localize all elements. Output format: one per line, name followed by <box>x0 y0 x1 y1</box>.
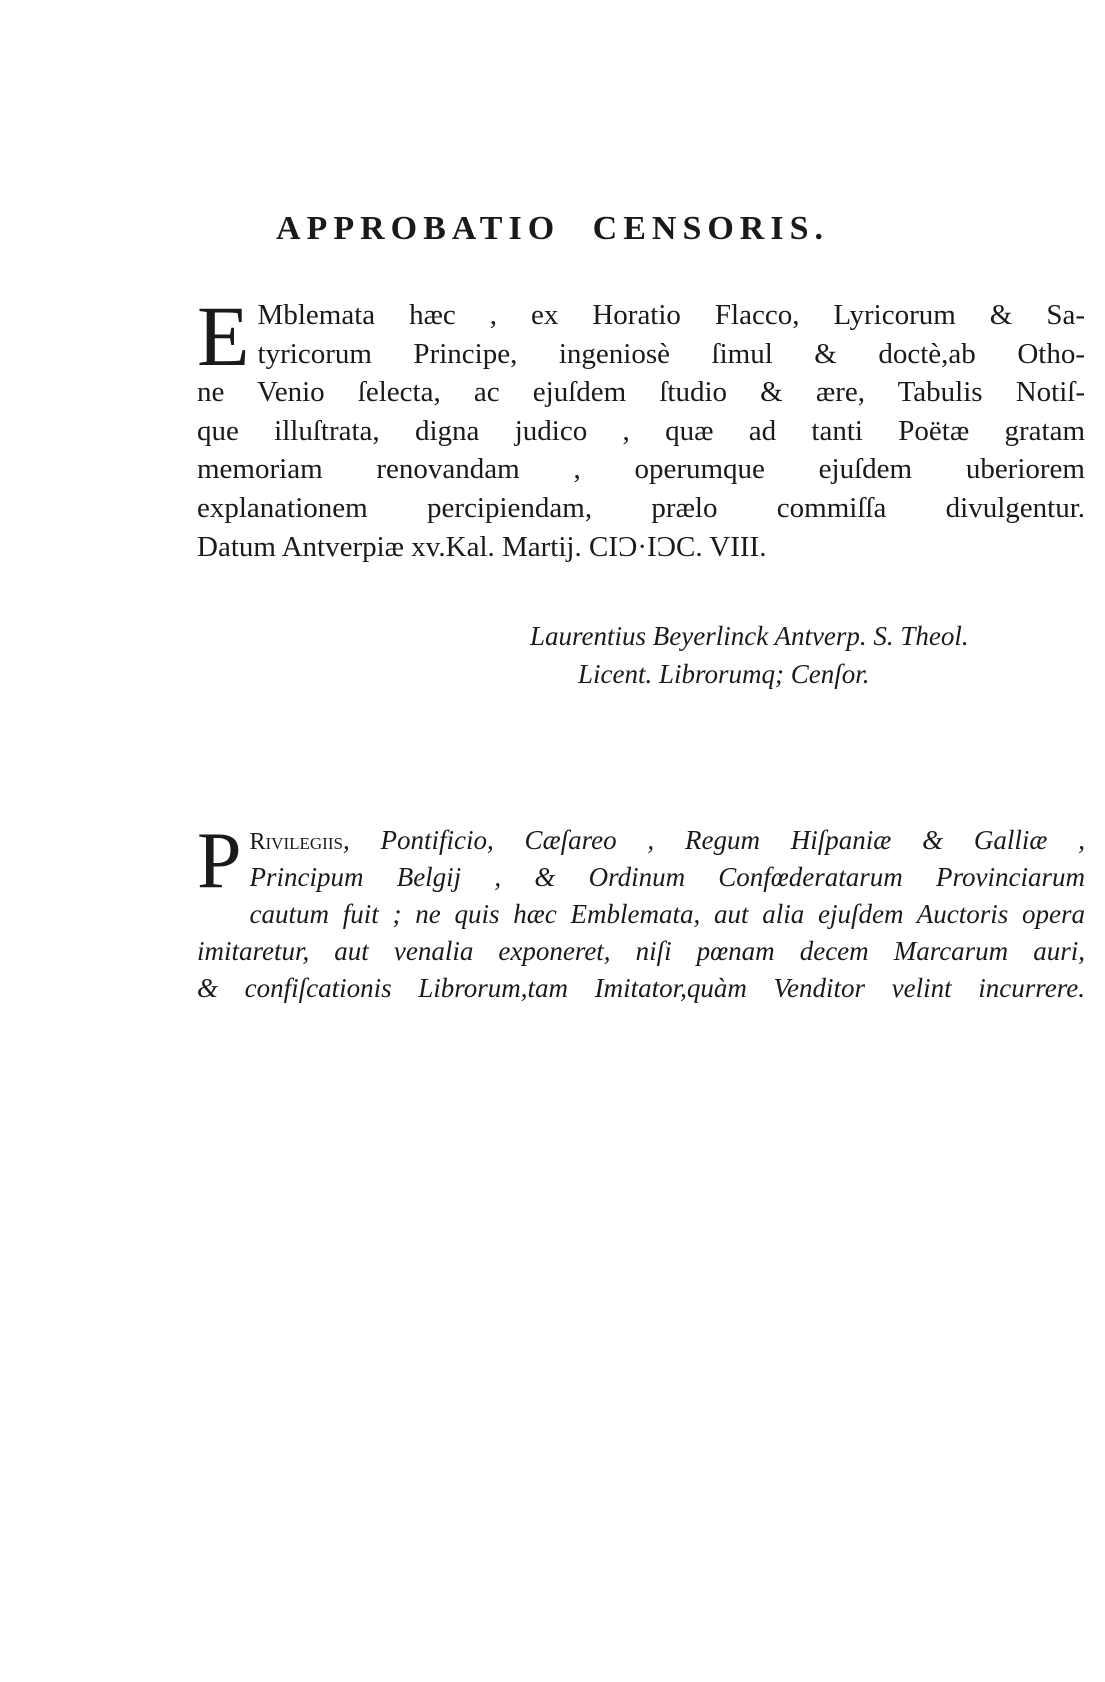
privilege-paragraph <box>197 817 1085 1007</box>
privilege-line-rest: , Pontificio, Cæſareo , Regum Hiſpaniæ & Galliæ , <box>342 825 1085 855</box>
privilege-line <box>250 822 1086 859</box>
page-title: APPROBATIO CENSORIS. <box>276 210 829 247</box>
privilege-line: imitaretur, aut venalia exponeret, niſi pœnam decem Marcarum auri, <box>197 936 1085 966</box>
approbation-line: memoriam renovandam , operumque ejuſdem uberiorem <box>197 453 1085 486</box>
approbation-line: explanationem percipiendam, prælo commiſſa divulgentur. <box>197 491 1085 524</box>
drop-cap-initial: E <box>197 288 250 384</box>
approbation-date-line: Datum Antverpiæ xv.Kal. Martij. CIƆ·IƆC. VIII. <box>197 530 767 563</box>
privilege-line: Principum Belgij , & Ordinum Confœderatarum Provinciarum <box>249 862 1085 892</box>
approbation-line: ne Venio ſelecta, ac ejuſdem ſtudio & ære, Tabulis Notiſ- <box>197 376 1085 409</box>
privilege-line: cautum fuit ; ne quis hæc Emblemata, aut alia ejuſdem Auctoris opera <box>249 899 1085 929</box>
approbation-paragraph <box>197 288 1085 566</box>
approbation-line: que illuſtrata, digna judico , quæ ad tanti Poëtæ gratam <box>197 414 1085 447</box>
signature-line: Licent. Librorumq; Cenſor. <box>578 659 870 689</box>
signature-line: Laurentius Beyerlinck Antverp. S. Theol. <box>530 621 969 651</box>
privilege-first-word: Rivilegiis <box>249 829 343 855</box>
approbation-line: tyricorum Principe, ingeniosè ſimul & doctè,ab Otho- <box>257 337 1085 370</box>
drop-cap-initial: P <box>197 817 242 905</box>
privilege-line: & confiſcationis Librorum,tam Imitator,quàm Venditor velint incurrere. <box>197 973 1085 1003</box>
approbation-line: Mblemata hæc , ex Horatio Flacco, Lyricorum & Sa- <box>257 299 1085 331</box>
